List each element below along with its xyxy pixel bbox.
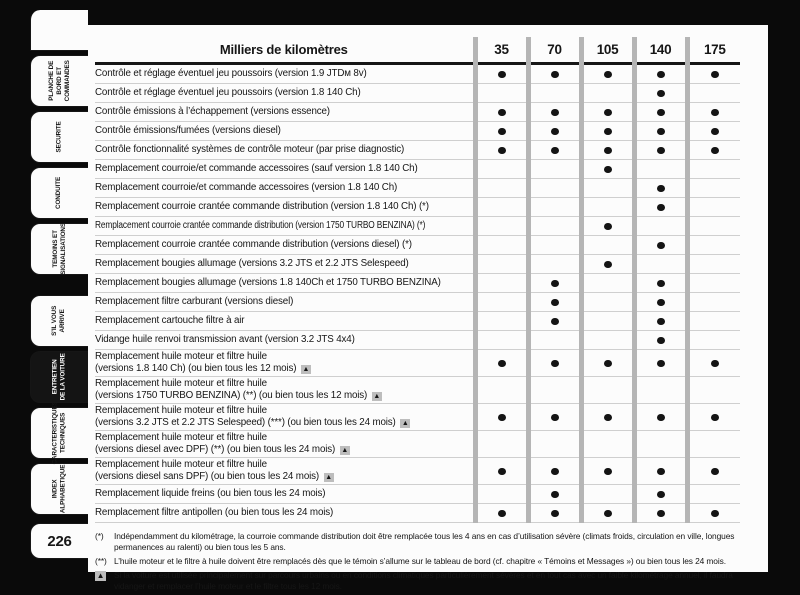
table-header [95,37,740,64]
service-dot-cell [528,404,581,431]
service-dot [604,510,612,518]
service-dot-cell [475,504,528,523]
service-dot [657,185,665,193]
service-dot [498,147,506,155]
service-dot-cell [634,64,687,84]
empty-cell [581,293,634,312]
service-dot-cell [687,404,740,431]
table-row [95,274,740,293]
service-dot [711,109,719,117]
row-label: Remplacement courroie/et commande accessoires (version 1.8 140 Ch) [95,179,475,198]
service-dot-cell [634,458,687,485]
col-header-140: 140 [634,37,687,64]
service-dot [657,299,665,307]
empty-cell [634,377,687,404]
empty-cell [475,198,528,217]
service-dot [604,261,612,269]
sidebar-tab-label: S’IL VOUS ARRIVE [51,305,67,337]
footnote-warning [95,570,744,592]
table-row [95,377,740,404]
empty-cell [475,485,528,504]
service-dot-cell [475,458,528,485]
empty-cell [581,84,634,103]
service-dot [657,468,665,476]
service-dot-cell [687,122,740,141]
service-dot-cell [634,293,687,312]
service-dot [657,337,665,345]
service-dot-cell [528,350,581,377]
service-dot-cell [687,103,740,122]
service-dot [657,90,665,98]
sidebar-tab-label: INDEX ALPHABETIQUE [51,464,67,514]
service-dot [657,318,665,326]
service-dot-cell [528,485,581,504]
empty-cell [475,331,528,350]
footnote-star [95,531,744,553]
service-dot [711,360,719,368]
empty-cell [687,236,740,255]
service-dot-cell [687,350,740,377]
row-label: Remplacement huile moteur et filtre huile (versions 1.8 140 Ch) (ou bien tous les 12 mois) ▲ [95,350,475,377]
service-dot [604,109,612,117]
service-dot [604,414,612,422]
footnote-text: L’huile moteur et le filtre à huile doivent être remplacés dès que le témoin s’allume sur le tableau de bord (cf. chapitre « Témoins et Messages ») ou bien tous les 24 mois. [114,556,726,567]
page-number: 226 [30,523,88,559]
service-dot-cell [475,141,528,160]
service-dot [711,510,719,518]
service-dot [551,360,559,368]
empty-cell [581,236,634,255]
empty-cell [687,217,740,236]
service-dot-cell [634,485,687,504]
service-dot-cell [687,141,740,160]
row-label: Remplacement huile moteur et filtre huile (versions 3.2 JTS et 2.2 JTS Selespeed) (***) (ou bien tous les 24 mois) ▲ [95,404,475,431]
service-dot-cell [528,312,581,331]
service-dot-cell [581,504,634,523]
sidebar-tab-stub [30,10,88,51]
sidebar-tab-label: PLANCHE DE BORD ET COMMANDES [47,60,71,102]
service-dot [551,491,559,499]
service-dot-cell [475,64,528,84]
service-dot-cell [634,198,687,217]
row-label: Contrôle émissions/fumées (versions diesel) [95,122,475,141]
sidebar-tab-planche-de-bord-et-commandes [30,55,88,107]
empty-cell [528,84,581,103]
table-row [95,431,740,458]
col-header-70: 70 [528,37,581,64]
service-dot [604,128,612,136]
table-row [95,458,740,485]
sidebar-tab-label: ENTRETIEN DE LA VOITURE [51,353,67,401]
service-dot [604,71,612,79]
service-dot-cell [528,504,581,523]
row-label: Remplacement huile moteur et filtre huile (versions diesel sans DPF) (ou bien tous les 24 mois) ▲ [95,458,475,485]
empty-cell [475,312,528,331]
service-dot [711,71,719,79]
service-dot [498,71,506,79]
service-dot-cell [528,274,581,293]
service-dot-cell [634,274,687,293]
row-label: Remplacement filtre antipollen (ou bien tous les 24 mois) [95,504,475,523]
table-row [95,504,740,523]
service-dot-cell [528,293,581,312]
service-dot [711,468,719,476]
empty-cell [528,160,581,179]
empty-cell [634,217,687,236]
row-label: Contrôle émissions à l’échappement (versions essence) [95,103,475,122]
empty-cell [528,255,581,274]
empty-cell [475,274,528,293]
service-dot [551,414,559,422]
table-row [95,198,740,217]
service-dot-cell [634,350,687,377]
table-row [95,236,740,255]
footnote-double-star [95,556,744,567]
maintenance-table-body [95,64,740,523]
service-dot-cell [581,141,634,160]
service-dot [657,128,665,136]
table-row [95,84,740,103]
empty-cell [475,160,528,179]
row-label: Remplacement courroie crantée commande distribution (version 1750 TURBO BENZINA) (*) [95,217,475,236]
service-dot-cell [634,331,687,350]
service-dot [498,360,506,368]
empty-cell [528,217,581,236]
service-dot [551,468,559,476]
service-dot [604,468,612,476]
row-label: Remplacement liquide freins (ou bien tous les 24 mois) [95,485,475,504]
empty-cell [687,274,740,293]
service-dot-cell [634,141,687,160]
table-row [95,293,740,312]
service-dot-cell [475,103,528,122]
service-dot [657,147,665,155]
empty-cell [475,236,528,255]
service-dot-cell [581,255,634,274]
footnote-marker: (**) [95,556,107,567]
service-dot [711,414,719,422]
service-dot-cell [475,350,528,377]
service-dot [657,491,665,499]
table-row [95,404,740,431]
service-dot-cell [634,312,687,331]
service-dot-cell [634,103,687,122]
empty-cell [687,198,740,217]
col-header-105: 105 [581,37,634,64]
service-dot [657,71,665,79]
table-row [95,122,740,141]
service-dot [498,468,506,476]
row-label: Vidange huile renvoi transmission avant (version 3.2 JTS 4x4) [95,331,475,350]
col-header-35: 35 [475,37,528,64]
empty-cell [687,331,740,350]
row-label: Contrôle fonctionnalité systèmes de contrôle moteur (par prise diagnostic) [95,141,475,160]
warning-triangle-icon: ▲ [325,474,332,481]
service-dot [657,360,665,368]
empty-cell [687,160,740,179]
service-dot-cell [528,458,581,485]
service-dot [551,128,559,136]
service-dot [551,109,559,117]
empty-cell [581,485,634,504]
service-dot [551,299,559,307]
warning-triangle-icon: ▲ [96,571,105,581]
row-label: Remplacement courroie crantée commande distribution (version 1.8 140 Ch) (*) [95,198,475,217]
service-dot [498,414,506,422]
row-label: Remplacement courroie crantée commande distribution (versions diesel) (*) [95,236,475,255]
table-row [95,350,740,377]
empty-cell [687,431,740,458]
service-dot [604,223,612,231]
empty-cell [581,274,634,293]
service-dot-cell [581,64,634,84]
row-label: Remplacement courroie/et commande accessoires (sauf version 1.8 140 Ch) [95,160,475,179]
service-dot-cell [581,217,634,236]
empty-cell [528,236,581,255]
footnote-text: Si la voiture est utilisée principalement sur parcours urbains ou en conditions climatiques particulièrement sévères et en tout cas avec un faible kilométrage annuel, il faudra vidanger et remplacer l’huile moteur et le filtre tous les 12 mois. [114,570,733,592]
service-dot-cell [581,122,634,141]
service-dot-cell [581,350,634,377]
sidebar-tab-caracteristiques-techniques [30,401,88,465]
page-content [95,37,747,595]
service-dot [657,109,665,117]
service-dot [604,360,612,368]
service-dot [498,510,506,518]
table-row [95,485,740,504]
service-dot-cell [687,504,740,523]
footnotes [95,531,744,592]
empty-cell [528,377,581,404]
table-row [95,160,740,179]
table-row [95,103,740,122]
warning-triangle-icon: ▲ [401,420,409,427]
table-row [95,312,740,331]
service-dot [551,147,559,155]
row-label: Contrôle et réglage éventuel jeu poussoirs (version 1.9 JTDᴍ 8v) [95,68,367,80]
empty-cell [475,255,528,274]
maintenance-schedule-table [95,37,740,523]
service-dot [498,109,506,117]
service-dot [657,280,665,288]
service-dot [657,510,665,518]
table-row [95,179,740,198]
service-dot [657,242,665,250]
service-dot [551,280,559,288]
empty-cell [687,377,740,404]
sidebar-tab-index-alphabetique [30,463,88,515]
warning-triangle-icon: ▲ [341,447,349,454]
empty-cell [581,312,634,331]
table-row [95,217,740,236]
empty-cell [687,255,740,274]
row-label: Remplacement filtre carburant (versions diesel) [95,293,475,312]
service-dot-cell [581,458,634,485]
empty-cell [687,485,740,504]
empty-cell [634,431,687,458]
row-label: Remplacement bougies allumage (versions 1.8 140Ch et 1750 TURBO BENZINA) [95,274,475,293]
empty-cell [475,84,528,103]
service-dot-cell [528,103,581,122]
service-dot [711,147,719,155]
empty-cell [528,198,581,217]
footnote-marker: (*) [95,531,104,541]
service-dot-cell [634,84,687,103]
col-header-175: 175 [687,37,740,64]
service-dot-cell [687,458,740,485]
service-dot [657,204,665,212]
service-dot-cell [634,504,687,523]
empty-cell [528,179,581,198]
service-dot-cell [634,404,687,431]
empty-cell [581,377,634,404]
empty-cell [687,84,740,103]
empty-cell [581,198,634,217]
warning-triangle-icon: ▲ [302,366,310,373]
sidebar-tab-s-il-vous-arrive [30,295,88,347]
service-dot-cell [475,404,528,431]
service-dot [551,71,559,79]
service-dot-cell [581,160,634,179]
sidebar-tab-label: CONDUITE [55,176,63,210]
service-dot [498,128,506,136]
service-dot-cell [581,103,634,122]
sidebar-tab-entretien-de-la-voiture [30,351,88,403]
manual-page [88,25,768,592]
service-dot-cell [475,122,528,141]
table-row [95,255,740,274]
footnote-text: Indépendamment du kilométrage, la courroie commande distribution doit être remplacée tous les 4 ans en cas d’utilisation sévère (climats froids, circulation en ville, longues permanences au ralenti) ou bien tous les 5 ans. [114,531,735,553]
sidebar-tab-label: CARACTERISTIQUES TECHNIQUES [51,401,67,465]
service-dot-cell [634,179,687,198]
empty-cell [528,431,581,458]
service-dot [551,318,559,326]
service-dot [551,510,559,518]
empty-cell [475,293,528,312]
row-label: Remplacement huile moteur et filtre huile (versions diesel avec DPF) (**) (ou bien tous les 24 mois) ▲ [95,431,475,458]
empty-cell [475,431,528,458]
table-row [95,331,740,350]
service-dot-cell [687,64,740,84]
empty-cell [687,293,740,312]
table-header-title: Milliers de kilomètres [95,37,475,64]
sidebar-tab-label: TEMOINS ET SIGNALISATIONS [51,223,67,275]
empty-cell [528,331,581,350]
empty-cell [634,255,687,274]
service-dot-cell [634,236,687,255]
empty-cell [581,179,634,198]
table-row [95,64,740,84]
sidebar-tabstrip [30,10,88,559]
empty-cell [634,160,687,179]
empty-cell [687,312,740,331]
row-label: Remplacement bougies allumage (versions 3.2 JTS et 2.2 JTS Selespeed) [95,255,475,274]
service-dot [604,166,612,174]
warning-triangle-icon: ▲ [373,393,381,400]
service-dot [711,128,719,136]
service-dot-cell [581,404,634,431]
sidebar-tab-securite [30,111,88,163]
service-dot-cell [528,64,581,84]
service-dot [657,414,665,422]
empty-cell [475,217,528,236]
service-dot-cell [528,122,581,141]
service-dot [604,147,612,155]
sidebar-tab-conduite [30,167,88,219]
sidebar-tab-label: SECURITE [55,121,63,153]
table-row [95,141,740,160]
service-dot-cell [528,141,581,160]
empty-cell [475,377,528,404]
empty-cell [687,179,740,198]
empty-cell [581,431,634,458]
row-label: Remplacement cartouche filtre à air [95,312,475,331]
empty-cell [475,179,528,198]
row-label: Remplacement huile moteur et filtre huile (versions 1750 TURBO BENZINA) (**) (ou bien tous les 12 mois) ▲ [95,377,475,404]
service-dot-cell [634,122,687,141]
empty-cell [581,331,634,350]
row-label: Contrôle et réglage éventuel jeu poussoirs (version 1.8 140 Ch) [95,84,475,103]
sidebar-tab-temoins-et-signalisations [30,223,88,275]
